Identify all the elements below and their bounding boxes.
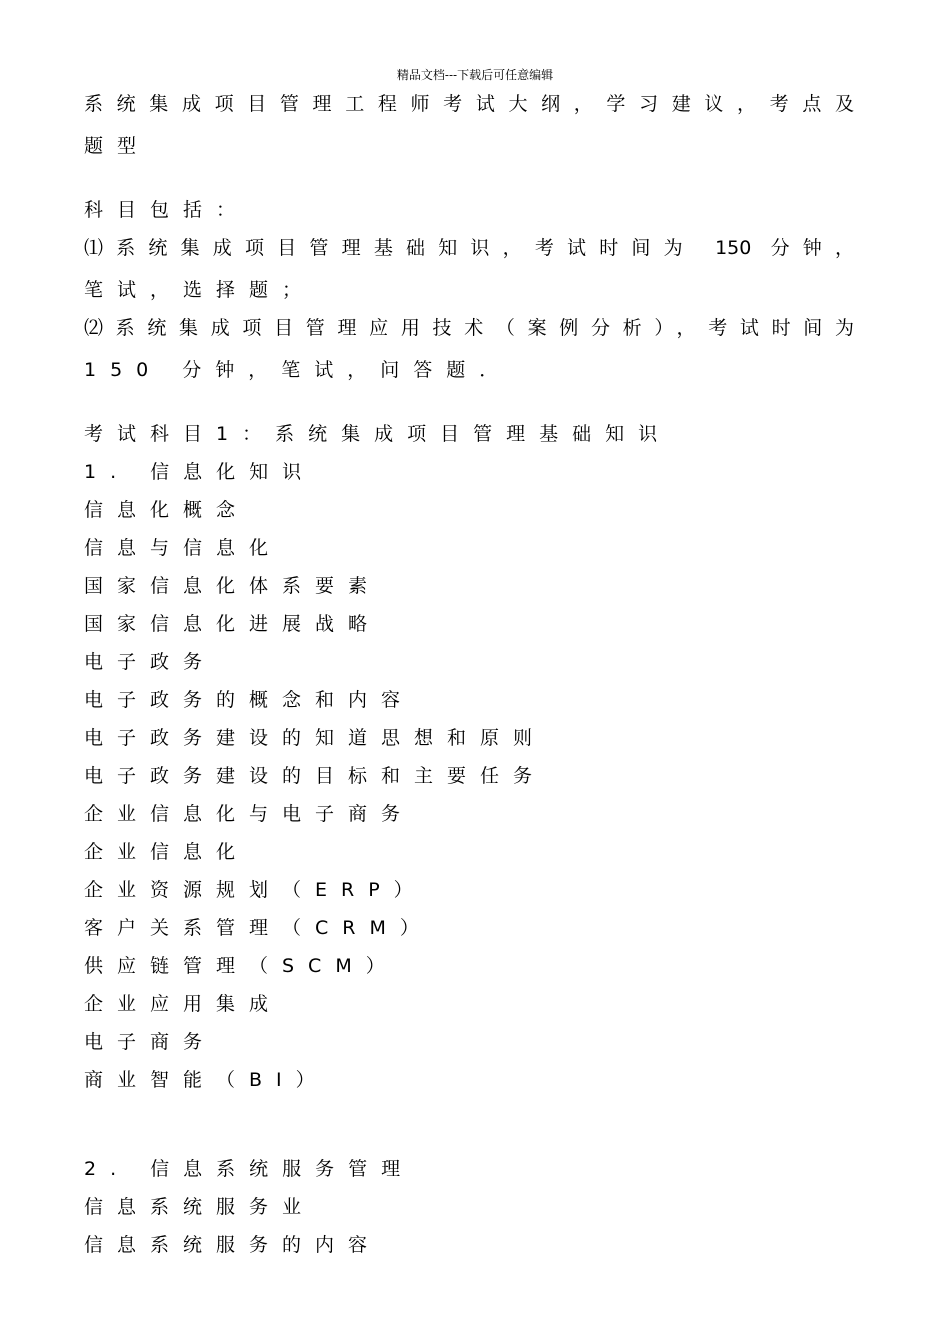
- subjects-heading: 科目包括：: [84, 199, 250, 221]
- list-item: 企业信息化: [84, 841, 250, 863]
- list-item: 国家信息化体系要素: [84, 575, 382, 597]
- list-item: 电子政务建设的目标和主要任务: [84, 765, 547, 787]
- list-item: 企业信息化与电子商务: [84, 803, 415, 825]
- list-item: 供应链管理（SCM）: [84, 955, 399, 977]
- list-item: 商业智能（BI）: [84, 1069, 329, 1091]
- subject-1-line-1: ⑴系统集成项目管理基础知识，考试时间为 150 分钟，: [84, 237, 854, 259]
- list-item: 信息系统服务业: [84, 1196, 316, 1218]
- list-item: 电子商务: [84, 1031, 217, 1053]
- section-1-heading: 1. 信息化知识: [84, 461, 316, 483]
- subject-1-line-2: 笔试，选择题；: [84, 279, 316, 301]
- doc-title-line-2: 题型: [84, 135, 151, 157]
- list-item: 客户关系管理（CRM）: [84, 917, 433, 939]
- exam-subject-1-heading: 考试科目1：系统集成项目管理基础知识: [84, 423, 672, 445]
- list-item: 信息系统服务的内容: [84, 1234, 382, 1256]
- subject-2-line-2: 150 分钟，笔试，问答题．: [84, 359, 513, 381]
- list-item: 信息与信息化: [84, 537, 283, 559]
- list-item: 电子政务的概念和内容: [84, 689, 415, 711]
- list-item: 企业应用集成: [84, 993, 283, 1015]
- list-item: 企业资源规划（ERP）: [84, 879, 427, 901]
- page-header: 精品文档---下载后可任意编辑: [396, 68, 554, 82]
- doc-title-line-1: 系统集成项目管理工程师考试大纲，学习建议，考点及: [84, 93, 854, 115]
- list-item: 电子政务建设的知道思想和原则: [84, 727, 547, 749]
- list-item: 国家信息化进展战略: [84, 613, 382, 635]
- list-item: 信息化概念: [84, 499, 250, 521]
- list-item: 电子政务: [84, 651, 217, 673]
- subject-2-line-1: ⑵系统集成项目管理应用技术（案例分析），考试时间为: [84, 317, 854, 339]
- section-2-heading: 2. 信息系统服务管理: [84, 1158, 415, 1180]
